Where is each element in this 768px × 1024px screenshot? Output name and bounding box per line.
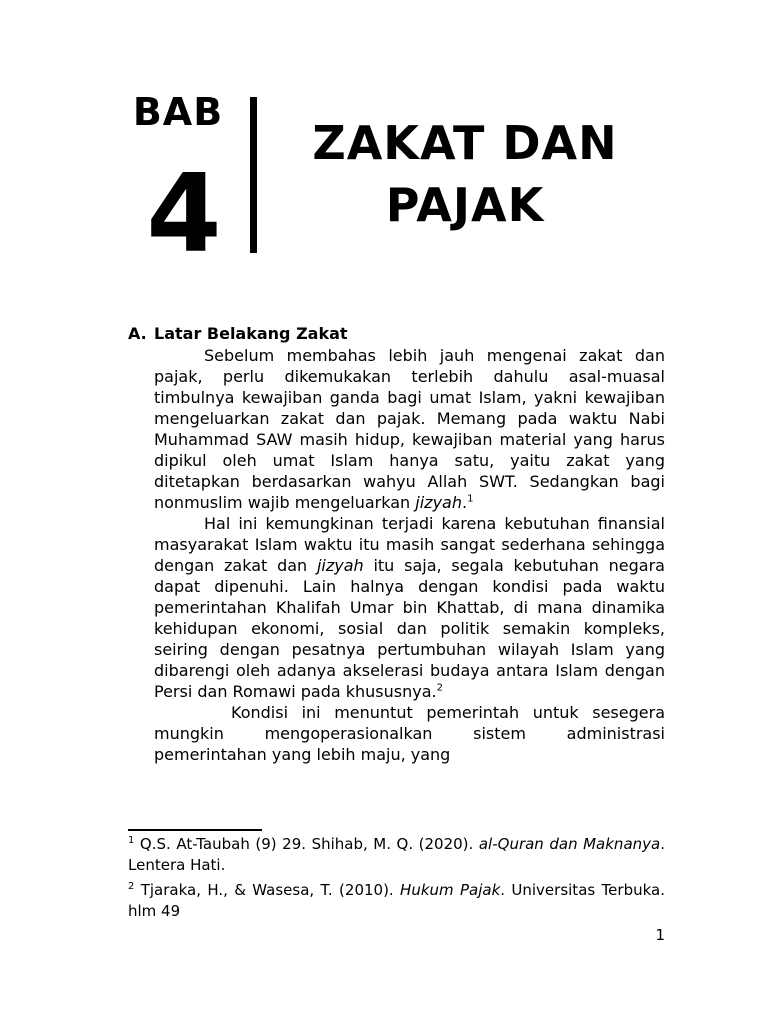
paragraph-1-text: Sebelum membahas lebih jauh mengenai zakat dan pajak, perlu dikemukakan terlebih dahulu asal-muasal timbulnya kewajiban ganda bagi umat Islam, yakni kewajiban mengeluarkan zakat dan pajak. Memang pada waktu Nabi Muhammad SAW masih hidup, kewajiban material yang harus dipikul oleh umat Islam hanya satu, yaitu zakat yang ditetapkan berdasarkan wahyu Allah SWT. Sedangkan bagi nonmuslim wajib mengeluarkan (154, 346, 665, 512)
footnote-ref-1: 1 (467, 493, 474, 505)
paragraph-2-italic: jizyah (316, 556, 364, 575)
paragraph-2-text-a: Hal ini kemungkinan terjadi karena kebutuhan finansial masyarakat Islam waktu itu masih sangat sederhana sehingga dengan zakat dan (154, 514, 665, 575)
chapter-header (0, 0, 768, 300)
footnote-1-text-a: Q.S. At-Taubah (9) 29. Shihab, M. Q. (2020). (134, 835, 479, 853)
footnote-separator (128, 829, 262, 831)
footnote-1 (128, 834, 665, 876)
chapter-label: BAB (132, 90, 224, 134)
footnote-1-italic: al-Quran dan Maknanya (478, 835, 661, 853)
section-number: A. (128, 324, 147, 343)
paragraph-3-text: Kondisi ini menuntut pemerintah untuk sesegera mungkin mengoperasionalkan sistem administrasi pemerintahan yang lebih maju, yang (154, 703, 665, 764)
footnote-1-mark: 1 (128, 835, 135, 846)
paragraph-2-text-b: itu saja, segala kebutuhan negara dapat dipenuhi. Lain halnya dengan kondisi pada waktu pemerintahan Khalifah Umar bin Khattab, di mana dinamika kehidupan ekonomi, sosial dan politik semakin kompleks, seiring dengan pesatnya pertumbuhan wilayah Islam yang dibarengi oleh adanya akselerasi budaya antara Islam dengan Persi dan Romawi pada khususnya. (154, 556, 665, 701)
footnote-1-text-b: . Lentera Hati. (128, 835, 665, 874)
footnote-2-text-b: . Universitas Terbuka. hlm 49 (128, 881, 665, 920)
footnote-2-text-a: Tjaraka, H., & Wasesa, T. (2010). (134, 881, 401, 899)
section-title: Latar Belakang Zakat (154, 324, 348, 343)
footnote-2-mark: 2 (128, 881, 135, 892)
page-number: 1 (655, 926, 665, 944)
paragraph-1-italic: jizyah (415, 493, 462, 512)
footnotes (128, 834, 665, 926)
footnote-2 (128, 880, 665, 922)
main-content (128, 323, 665, 765)
chapter-title-line1: ZAKAT DAN (312, 116, 618, 170)
chapter-divider (250, 97, 257, 253)
footnote-2-italic: Hukum Pajak (400, 881, 501, 899)
chapter-title-line2: PAJAK (385, 178, 545, 232)
chapter-number: 4 (146, 152, 222, 277)
paragraph-2 (154, 513, 665, 702)
paragraph-3 (154, 702, 665, 765)
chapter-title (270, 112, 660, 236)
section-heading (128, 323, 665, 345)
paragraph-1 (154, 345, 665, 513)
footnote-ref-2: 2 (436, 682, 443, 694)
paragraph-1-end: . (461, 493, 468, 512)
